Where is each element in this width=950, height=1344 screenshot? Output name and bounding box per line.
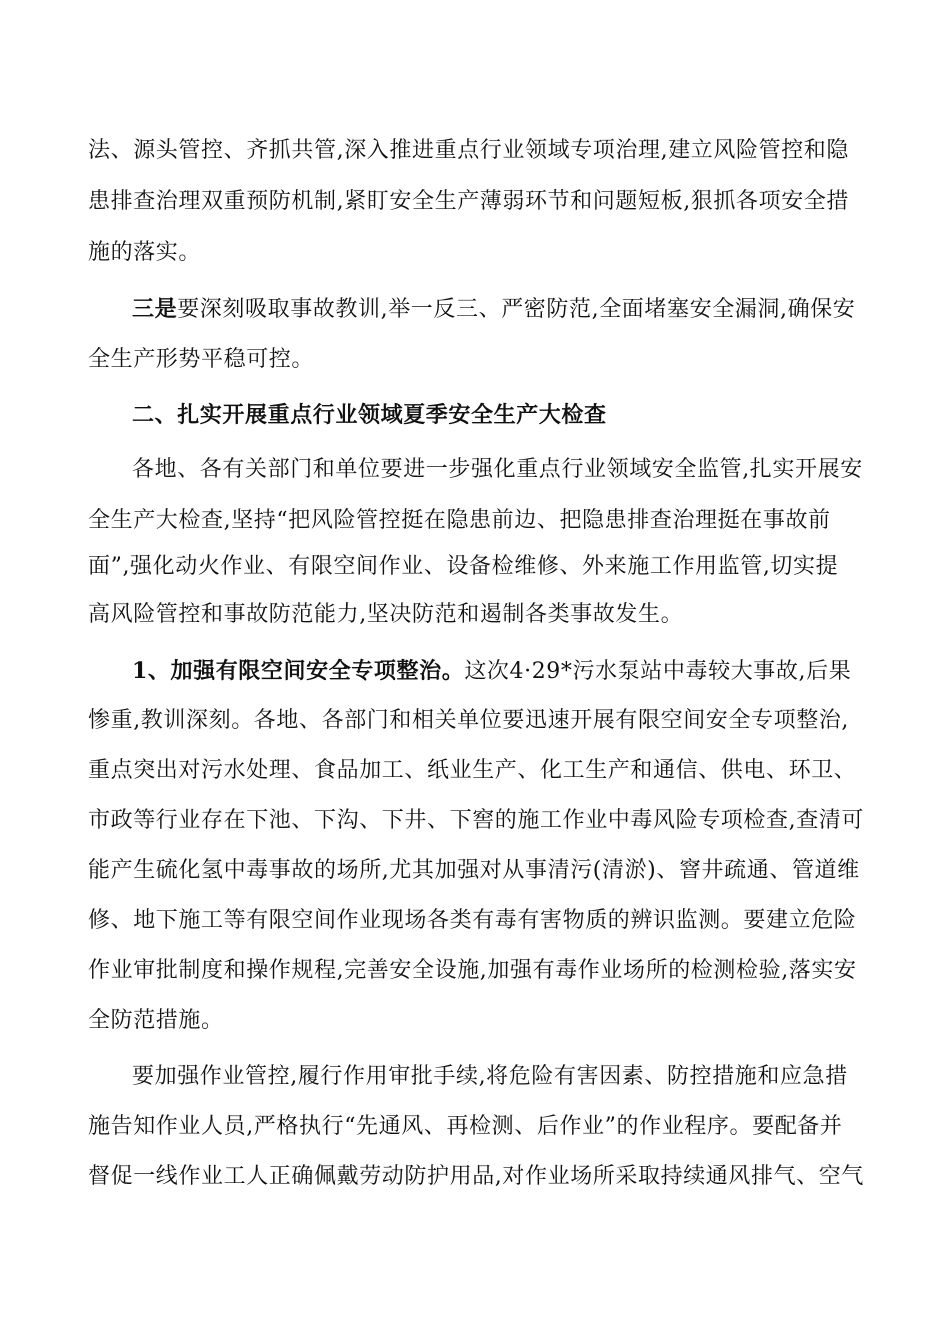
paragraph-line: 施的落实。	[88, 240, 202, 265]
paragraph-line: 重点突出对污水处理、食品加工、纸业生产、化工生产和通信、供电、环卫、	[88, 758, 857, 783]
paragraph-line: 督促一线作业工人正确佩戴劳动防护用品,对作业场所采取持续通风排气、空气	[88, 1164, 864, 1189]
paragraph-line: 作业审批制度和操作规程,完善安全设施,加强有毒作业场所的检测检验,落实安	[88, 958, 857, 983]
paragraph-line: 各地、各有关部门和单位要进一步强化重点行业领域安全监管,扎实开展安	[132, 457, 863, 482]
lead-phrase: 1、加强有限空间安全专项整治。	[132, 658, 465, 684]
paragraph-line: 施告知作业人员,严格执行“先通风、再检测、后作业”的作业程序。要配备并	[88, 1114, 843, 1139]
paragraph-line: 全防范措施。	[88, 1008, 224, 1033]
paragraph-line: 全生产形势平稳可控。	[88, 347, 315, 372]
paragraph-line: 能产生硫化氢中毒事故的场所,尤其加强对从事清污(清淤)、窨井疏通、管道维	[88, 858, 860, 883]
paragraph-line: 高风险管控和事故防范能力,坚决防范和遏制各类事故发生。	[88, 602, 684, 627]
paragraph-line: 法、源头管控、齐抓共管,深入推进重点行业领域专项治理,建立风险管控和隐	[88, 138, 849, 163]
paragraph-line: 市政等行业存在下池、下沟、下井、下窖的施工作业中毒风险专项检查,查清可	[88, 808, 864, 833]
section-heading: 二、扎实开展重点行业领域夏季安全生产大检查	[132, 402, 607, 428]
lead-phrase: 三是	[132, 296, 178, 322]
paragraph-line: 惨重,教训深刻。各地、各部门和相关单位要迅速开展有限空间安全专项整治,	[88, 708, 849, 733]
paragraph-line: 要加强作业管控,履行作用审批手续,将危险有害因素、防控措施和应急措	[132, 1064, 848, 1089]
paragraph-line: 患排查治理双重预防机制,紧盯安全生产薄弱环节和问题短板,狠抓各项安全措	[88, 189, 849, 214]
paragraph-line: 面”,强化动火作业、有限空间作业、设备检维修、外来施工作用监管,切实提	[88, 554, 839, 579]
paragraph-line: 全生产大检查,坚持“把风险管控挺在隐患前边、把隐患排查治理挺在事故前	[88, 508, 831, 533]
paragraph-line: 1、加强有限空间安全专项整治。这次4·29*污水泵站中毒较大事故,后果	[132, 658, 852, 684]
paragraph-line: 三是要深刻吸取事故教训,举一反三、严密防范,全面堵塞安全漏洞,确保安	[132, 296, 856, 322]
paragraph-line: 修、地下施工等有限空间作业现场各类有毒有害物质的辨识监测。要建立危险	[88, 908, 857, 933]
